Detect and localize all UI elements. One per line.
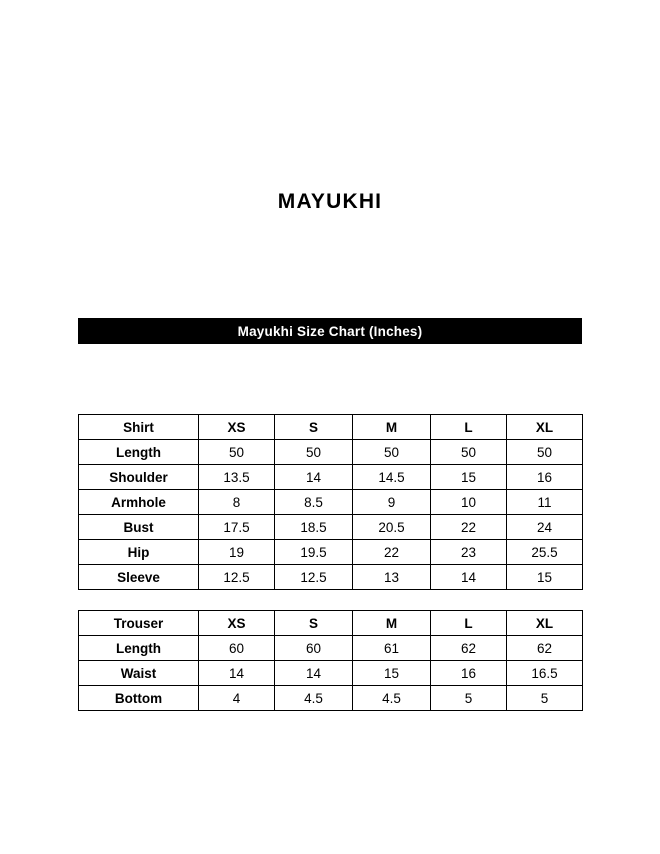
table-cell: 19 — [199, 540, 275, 565]
table-cell: 20.5 — [353, 515, 431, 540]
row-header: Length — [79, 440, 199, 465]
table-cell: 16 — [431, 661, 507, 686]
table-cell: 14 — [275, 465, 353, 490]
table-cell: 50 — [199, 440, 275, 465]
table-cell: 15 — [431, 465, 507, 490]
table-cell: 5 — [431, 686, 507, 711]
column-header: S — [275, 415, 353, 440]
table-cell: 16 — [507, 465, 583, 490]
column-header: M — [353, 415, 431, 440]
row-header: Bottom — [79, 686, 199, 711]
table-cell: 23 — [431, 540, 507, 565]
table-cell: 16.5 — [507, 661, 583, 686]
row-header: Sleeve — [79, 565, 199, 590]
table-cell: 5 — [507, 686, 583, 711]
table-cell: 4.5 — [353, 686, 431, 711]
trouser-size-table — [78, 610, 583, 711]
table-cell: 4 — [199, 686, 275, 711]
column-header: XL — [507, 415, 583, 440]
table-cell: 14.5 — [353, 465, 431, 490]
table-cell: 11 — [507, 490, 583, 515]
column-header: Trouser — [79, 611, 199, 636]
column-header: XL — [507, 611, 583, 636]
table-cell: 15 — [507, 565, 583, 590]
column-header: S — [275, 611, 353, 636]
table-cell: 13.5 — [199, 465, 275, 490]
table-cell: 60 — [199, 636, 275, 661]
column-header: L — [431, 611, 507, 636]
table-cell: 12.5 — [275, 565, 353, 590]
table-row — [79, 565, 583, 590]
brand-title: MAYUKHI — [277, 190, 383, 213]
table-row — [79, 686, 583, 711]
table-row — [79, 515, 583, 540]
table-cell: 19.5 — [275, 540, 353, 565]
row-header: Waist — [79, 661, 199, 686]
table-cell: 4.5 — [275, 686, 353, 711]
table-cell: 50 — [431, 440, 507, 465]
table-row — [79, 540, 583, 565]
row-header: Armhole — [79, 490, 199, 515]
row-header: Bust — [79, 515, 199, 540]
table-row — [79, 636, 583, 661]
shirt-size-table — [78, 414, 583, 590]
table-cell: 24 — [507, 515, 583, 540]
table-cell: 61 — [353, 636, 431, 661]
table-cell: 62 — [431, 636, 507, 661]
table-cell: 18.5 — [275, 515, 353, 540]
table-cell: 8 — [199, 490, 275, 515]
table-cell: 9 — [353, 490, 431, 515]
table-cell: 17.5 — [199, 515, 275, 540]
table-cell: 12.5 — [199, 565, 275, 590]
row-header: Length — [79, 636, 199, 661]
table-cell: 15 — [353, 661, 431, 686]
table-row — [79, 490, 583, 515]
table-header-row — [79, 611, 583, 636]
table-row — [79, 661, 583, 686]
table-cell: 50 — [275, 440, 353, 465]
column-header: M — [353, 611, 431, 636]
table-cell: 14 — [431, 565, 507, 590]
table-cell: 22 — [431, 515, 507, 540]
table-cell: 14 — [275, 661, 353, 686]
table-cell: 62 — [507, 636, 583, 661]
column-header: XS — [199, 415, 275, 440]
table-cell: 25.5 — [507, 540, 583, 565]
table-header-row — [79, 415, 583, 440]
table-cell: 13 — [353, 565, 431, 590]
table-cell: 50 — [353, 440, 431, 465]
size-chart-banner — [78, 318, 582, 344]
column-header: L — [431, 415, 507, 440]
row-header: Shoulder — [79, 465, 199, 490]
table-row — [79, 465, 583, 490]
row-header: Hip — [79, 540, 199, 565]
table-row — [79, 440, 583, 465]
column-header: Shirt — [79, 415, 199, 440]
table-cell: 22 — [353, 540, 431, 565]
table-cell: 50 — [507, 440, 583, 465]
table-cell: 8.5 — [275, 490, 353, 515]
table-cell: 60 — [275, 636, 353, 661]
table-cell: 10 — [431, 490, 507, 515]
banner-title-text: Mayukhi Size Chart (Inches) — [237, 323, 423, 339]
table-cell: 14 — [199, 661, 275, 686]
column-header: XS — [199, 611, 275, 636]
